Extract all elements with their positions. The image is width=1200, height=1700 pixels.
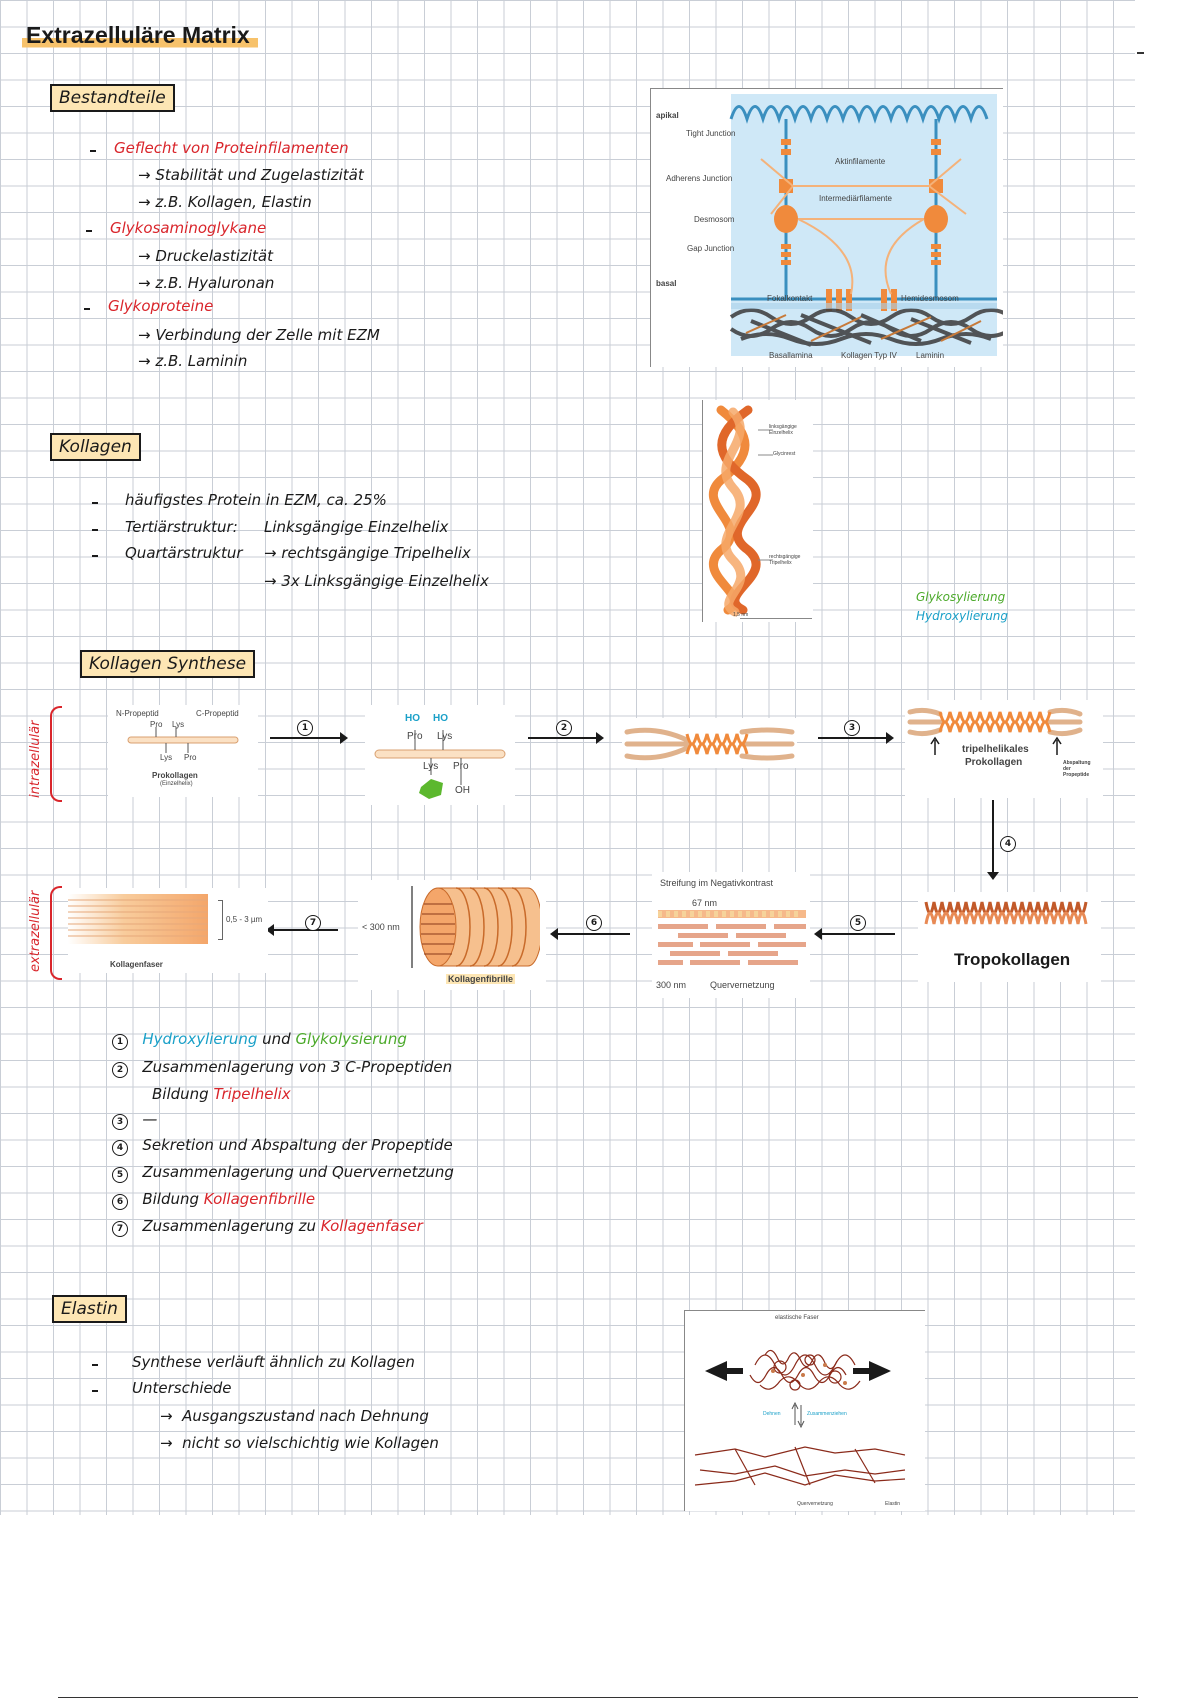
page-title: Extrazelluläre Matrix [22,22,258,51]
label-kollagenfaser: Kollagenfaser [110,960,163,969]
legend-row: Bildung Tripelhelix [152,1085,291,1103]
arrow-step-1 [270,737,346,739]
bullet [92,555,98,557]
label-prokollagen: Prokollagen [152,771,198,780]
legend-row: 7 Zusammenlagerung zu Kollagenfaser [112,1217,423,1237]
helix-label: Glycinrest [773,451,796,457]
bracket [218,900,223,940]
label-quervernetzung: Quervernetzung [710,980,775,990]
legend-row: 5 Zusammenlagerung und Quervernetzung [112,1163,454,1183]
elastin-sub: → Ausgangszustand nach Dehnung [160,1407,429,1425]
arrowhead [814,928,822,940]
label-apikal: apikal [656,111,679,120]
label-tropokollagen: Tropokollagen [954,950,1071,969]
label-desmosom: Desmosom [694,215,735,224]
step-number: 5 [850,911,866,931]
arrowhead [596,732,604,744]
step-number: 1 [297,716,313,736]
elastin-diagram [684,1310,925,1511]
bestandteile-sub: → z.B. Kollagen, Elastin [138,193,312,211]
tropokollagen-illustration [918,892,1101,932]
label-abspaltung: Abspaltung der Propeptide [1063,760,1091,778]
label-n-propeptid: N-Propeptid [116,709,159,718]
triple-helix-diagram [702,400,813,622]
bottom-rule [58,1697,1138,1698]
arrowhead [340,732,348,744]
divider [740,618,812,619]
kollagen-line-value: Linksgängige Einzelhelix [264,518,449,536]
helix-label: rechtsgängige Tripelhelix [769,554,801,566]
elastin-sub: → nicht so vielschichtig wie Kollagen [160,1434,439,1452]
bullet [86,230,92,232]
bullet [92,1364,98,1366]
bestandteile-item: Glykosaminoglykane [110,219,267,237]
section-heading-kollagen: Kollagen [50,433,141,461]
label-basallamina: Basallamina [769,351,813,360]
label-ho: HO [405,713,420,724]
bestandteile-item: Glykoproteine [108,297,214,315]
panel-hydroxylierung [365,705,515,805]
label-intermediaerfilamente: Intermediärfilamente [819,194,892,203]
legend-row: 4 Sekretion und Abspaltung der Propeptide [112,1136,453,1156]
bullet [92,502,98,504]
label-hemidesmosom: Hemidesmosom [901,294,959,303]
arrow-step-3 [818,737,890,739]
label-c-propeptid: C-Propeptid [196,709,239,718]
kollagen-line-label: Tertiärstruktur: [125,518,238,536]
step-number: 6 [586,911,602,931]
arrow-step-5 [820,933,895,935]
label-prokollagen: Prokollagen [965,757,1023,768]
section-heading-elastin: Elastin [52,1295,127,1323]
bestandteile-sub: → Verbindung der Zelle mit EZM [138,326,380,344]
bestandteile-sub: → Stabilität und Zugelastizität [138,166,364,184]
zusammenlagerung-illustration [622,718,797,768]
step-number: 4 [1000,832,1016,852]
kollagen-sub: → 3x Linksgängige Einzelhelix [264,572,489,590]
section-heading-kollagen-synthese: Kollagen Synthese [80,650,255,678]
note-hydroxylierung: Hydroxylierung [916,609,1009,623]
label-300nm: 300 nm [656,980,687,990]
kollagen-line-label: Quartärstruktur [125,544,243,562]
extra-brace [50,886,62,980]
label-dehnen: Dehnen [763,1411,781,1417]
step-number: 3 [844,716,860,736]
arrow-step-6 [556,933,630,935]
label-pro: Pro [453,761,469,772]
label-lys: Lys [160,753,173,762]
label-pro: Pro [150,720,163,729]
intra-brace [50,706,62,802]
legend-row: 3 — [112,1110,157,1130]
label-elastin: Elastin [885,1501,901,1507]
panel-prokollagen [108,705,258,797]
arrowhead [886,732,894,744]
kollagen-line: häufigstes Protein in EZM, ca. 25% [125,491,387,509]
arrowhead [550,928,558,940]
legend-row: 6 Bildung Kollagenfibrille [112,1190,315,1210]
bestandteile-sub: → z.B. Hyaluronan [138,274,275,292]
label-pro: Pro [407,731,423,742]
kollagenfibrille-illustration [410,884,540,970]
label-quervernetzung: Quervernetzung [797,1501,833,1507]
elastin-illustration [685,1325,925,1511]
label-kollagenfibrille: Kollagenfibrille [448,974,514,984]
label-elastische-faser: elastische Faser [775,1315,819,1321]
step-number: 2 [556,716,572,736]
label-laminin: Laminin [916,351,945,360]
label-lys: Lys [172,720,185,729]
legend-row: 1 Hydroxylierung und Glykolysierung [112,1030,407,1050]
label-tight-junction: Tight Junction [686,129,736,138]
label-67nm: 67 nm [692,898,718,908]
bullet [92,1390,98,1392]
label-lt300nm: < 300 nm [362,922,400,932]
helix-label: linksgängige Einzelhelix [769,424,797,436]
label-gap-junction: Gap Junction [687,244,735,253]
label-lys: Lys [423,761,439,772]
panel-streifung [652,872,810,998]
bullet [84,308,90,310]
bestandteile-item: Geflecht von Proteinfilamenten [114,139,349,157]
arrowhead [987,872,999,880]
label-pro: Pro [184,753,197,762]
elastin-item: Unterschiede [132,1379,232,1397]
label-adherens-junction: Adherens Junction [666,174,733,183]
panel-kollagenfibrille [358,880,546,990]
label-basal: basal [656,279,677,288]
legend-row: 2 Zusammenlagerung von 3 C-Propeptiden [112,1058,452,1078]
label-zusammenziehen: Zusammenziehen [807,1411,847,1417]
label-ho: HO [433,713,448,724]
label-einzelhelix: (Einzelhelix) [160,781,193,787]
label-lys: Lys [437,731,453,742]
step-number: 7 [305,911,321,931]
label-streifung: Streifung im Negativkontrast [660,878,774,888]
cell-junction-diagram [650,88,1003,367]
arrow-step-4 [992,800,994,876]
helix-label: 1,5 nm [733,612,749,618]
bestandteile-sub: → Druckelastizität [138,247,273,265]
elastin-item: Synthese verläuft ähnlich zu Kollagen [132,1353,415,1371]
label-fokalkontakt: Fokalkontakt [767,294,813,303]
note-glykosylierung: Glykosylierung [916,590,1006,604]
label-um: 0,5 - 3 µm [226,915,263,924]
bestandteile-sub: → z.B. Laminin [138,352,248,368]
streifung-illustration [658,910,808,974]
section-heading-bestandteile: Bestandteile [50,84,175,112]
arrow-step-2 [528,737,600,739]
panel-tropokollagen [918,892,1101,982]
panel-kollagenfaser [68,888,268,973]
corner-dash [1137,52,1144,54]
bullet [90,150,96,152]
label-extrazellulaer: extrazellulär [28,890,43,972]
label-aktinfilamente: Aktinfilamente [835,157,886,166]
kollagen-line-value: → rechtsgängige Tripelhelix [264,544,471,562]
panel-tripelhelikales-prokollagen [905,700,1103,798]
label-intrazellulaer: intrazellulär [28,720,43,798]
label-oh: OH [455,785,470,796]
bullet [92,529,98,531]
label-tripelhelikales: tripelhelikales [962,744,1029,755]
label-kollagen-typ-iv: Kollagen Typ IV [841,351,897,360]
panel-zusammenlagerung [622,718,797,768]
kollagenfaser-illustration [68,888,218,948]
